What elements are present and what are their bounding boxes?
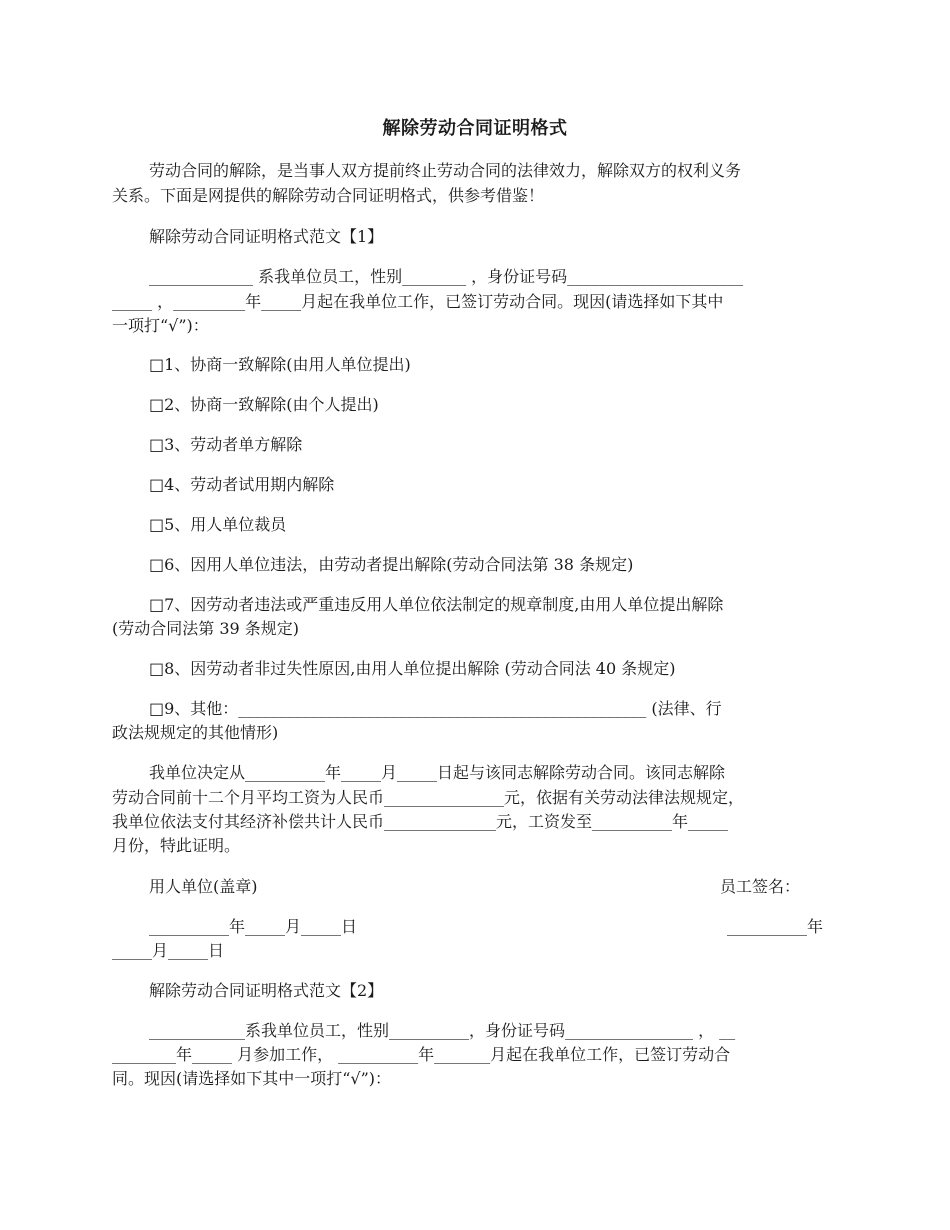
- option-4: □4、劳动者试用期内解除: [149, 475, 335, 494]
- sample2-heading: 解除劳动合同证明格式范文【2】: [149, 981, 384, 1000]
- sample1-paragraph-line-2: _____ ，_________年_____月起在我单位工作，已签订劳动合同。现因(请选择如下其中: [112, 292, 724, 311]
- option-7-line-2: (劳动合同法第 39 条规定): [112, 619, 300, 638]
- employee-date-line-2: _____月_____日: [112, 941, 225, 960]
- option-6: □6、因用人单位违法，由劳动者提出解除(劳动合同法第 38 条规定): [149, 555, 634, 574]
- sample2-paragraph-line-2: ________年_____ 月参加工作， __________年_______月起在我单位工作，已签订劳动合: [112, 1045, 731, 1064]
- decision-line-1: 我单位决定从__________年_____月_____日起与该同志解除劳动合同。该同志解除: [149, 763, 726, 782]
- option-3: □3、劳动者单方解除: [149, 435, 303, 454]
- employer-date: __________年_____月_____日: [149, 917, 358, 936]
- decision-line-3: 我单位依法支付其经济补偿共计人民币______________元，工资发至__________年_____: [112, 812, 729, 831]
- option-8: □8、因劳动者非过失性原因,由用人单位提出解除 (劳动合同法 40 条规定): [149, 659, 676, 678]
- sample1-paragraph-line-1: _____________ 系我单位员工，性别________ ，身份证号码______________________: [149, 267, 744, 286]
- decision-line-2: 劳动合同前十二个月平均工资为人民币_______________元，依据有关劳动法律法规规定，: [112, 788, 745, 807]
- decision-line-4: 月份，特此证明。: [112, 836, 241, 855]
- intro-line-2: 关系。下面是网提供的解除劳动合同证明格式，供参考借鉴！: [112, 186, 545, 205]
- option-9: □9、其他：___________________________________________________ (法律、行: [149, 699, 722, 718]
- sample1-heading: 解除劳动合同证明格式范文【1】: [149, 227, 384, 246]
- sample1-paragraph-line-3: 一项打“√”)：: [112, 316, 209, 335]
- option-5: □5、用人单位裁员: [149, 515, 287, 534]
- sample2-paragraph-line-1: ____________系我单位员工，性别__________，身份证号码________________ ， __: [149, 1021, 736, 1040]
- employee-sign-label: 员工签名：: [720, 877, 801, 896]
- sample2-paragraph-line-3: 同。现因(请选择如下其中一项打“√”)：: [112, 1069, 392, 1088]
- intro-line-1: 劳动合同的解除，是当事人双方提前终止劳动合同的法律效力，解除双方的权利义务: [149, 161, 742, 180]
- document-title: 解除劳动合同证明格式: [382, 118, 568, 139]
- employee-date: __________年: [727, 917, 824, 936]
- option-9-line-2: 政法规规定的其他情形): [112, 723, 279, 742]
- option-1: □1、协商一致解除(由用人单位提出): [149, 355, 411, 374]
- option-2: □2、协商一致解除(由个人提出): [149, 395, 379, 414]
- employer-seal-label: 用人单位(盖章): [149, 877, 258, 896]
- option-7: □7、因劳动者违法或严重违反用人单位依法制定的规章制度,由用人单位提出解除: [149, 595, 724, 614]
